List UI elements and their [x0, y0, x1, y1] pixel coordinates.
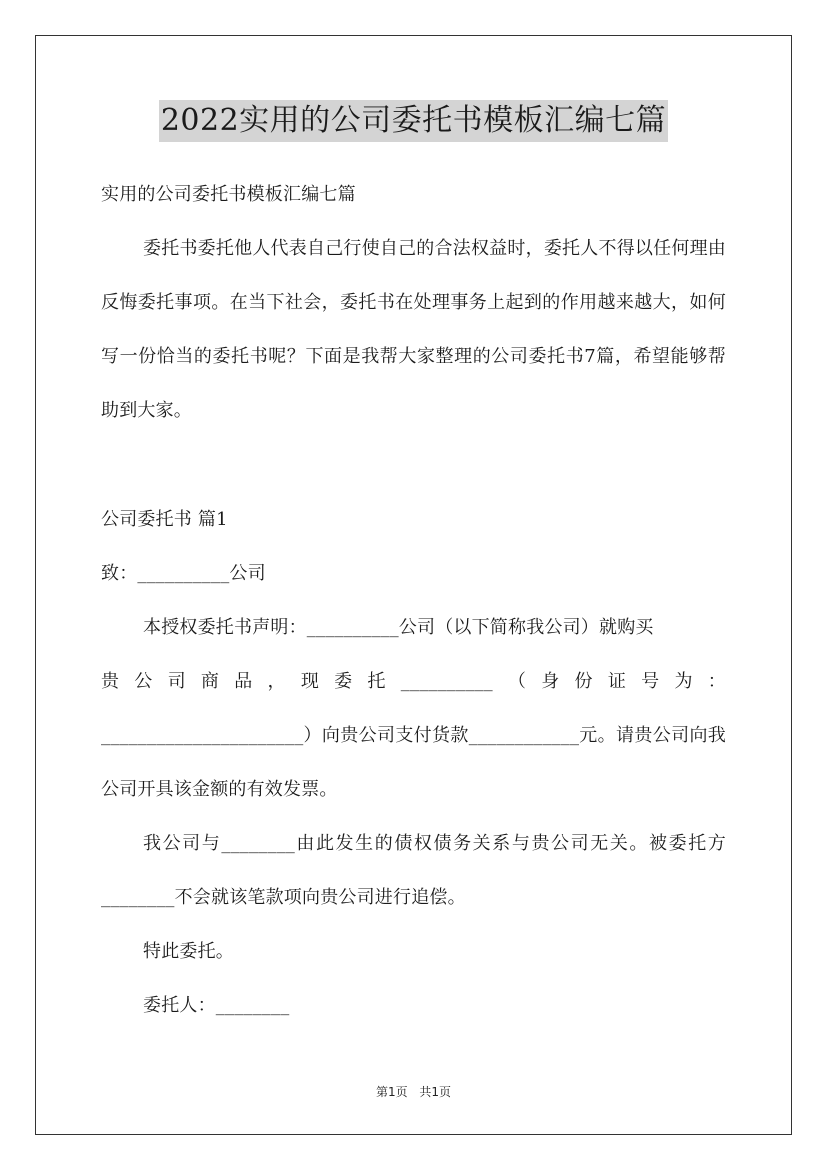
document-title: 2022实用的公司委托书模板汇编七篇	[159, 100, 668, 142]
body-line-3: ______________________）向贵公司支付货款____________元。请贵公司向我公司开具该金额的有效发票。	[101, 725, 726, 800]
relation-paragraph: 我公司与________由此发生的债权债务关系与贵公司无关。被委托方________不会就该笔款项向贵公司进行追偿。	[101, 833, 726, 908]
body-line-2: 贵公司商品，现委托__________（身份证号为：	[101, 671, 726, 692]
section-heading: 公司委托书 篇1	[101, 509, 228, 530]
page-number: 第1页	[375, 1085, 408, 1099]
body-line-1: 本授权委托书声明：__________公司（以下简称我公司）就购买	[143, 617, 654, 638]
title-container	[0, 100, 827, 142]
document-subtitle: 实用的公司委托书模板汇编七篇	[101, 184, 356, 205]
recipient-line: 致：__________公司	[101, 563, 266, 584]
page-total: 共1页	[419, 1085, 452, 1099]
intro-paragraph: 委托书委托他人代表自己行使自己的合法权益时，委托人不得以任何理由反悔委托事项。在当下社会，委托书在处理事务上起到的作用越来越大，如何写一份恰当的委托书呢？下面是我帮大家整理的公司委托书7篇，希望能够帮助到大家。	[101, 238, 726, 421]
signature-line: 委托人：________	[143, 995, 290, 1016]
page-footer	[0, 1083, 827, 1100]
closing-line: 特此委托。	[143, 941, 234, 962]
